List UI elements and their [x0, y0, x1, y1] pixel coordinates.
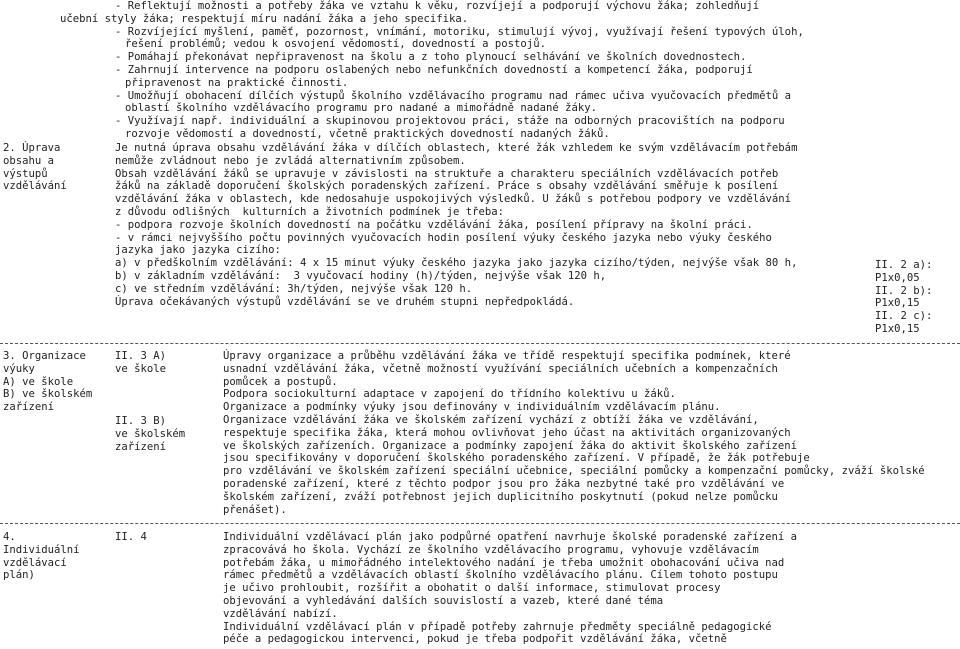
top-list-line: - Využívají např. individuální a skupinovou projektovou práci, stáže na odborných pracovištích na podporu [115, 115, 785, 128]
s2-side-line: II. 2 b): [875, 284, 933, 297]
s4-body-line: objevování a vyhledávání dalších souvislostí a vazeb, které dané téma [223, 595, 664, 607]
s4-label-line: 4. [3, 531, 16, 543]
section-divider [0, 523, 960, 524]
s4-body-line: zpracovává ho škola. Vychází ze školního vzdělávacího programu, vyhovuje vzdělávacím [223, 543, 759, 556]
s3-label-line: výuky [3, 362, 35, 375]
top-list-line: - Reflektují možnosti a potřeby žáka ve vztahu k věku, rozvíjejí a podporují výchovu žáka; zohledňují [115, 0, 760, 12]
s2-body-line: c) ve středním vzdělávání: 3h/týden, nejvýše však 120 h. [115, 282, 473, 295]
top-list-line: řešení problémů; vedou k osvojení vědomostí, dovedností a postojů. [125, 38, 546, 51]
s2-side-line: II. 2 c): [875, 310, 933, 323]
s4-label-line: Individuální [3, 543, 80, 556]
top-list-line: - Umožňují obohacení dílčích výstupů školního vzdělávacího programu nad rámec učiva vyučovacích předmětů a [115, 89, 792, 102]
top-list-line: připravenost na praktické činnosti. [125, 76, 349, 89]
s3-body-line: pro vzdělávání ve školském zařízení speciální učebnice, speciální pomůcky a kompenzační pomůcky, zváží školské [223, 465, 925, 478]
s4-body-line: vzdělávání nabízí. [223, 607, 338, 620]
s3-label-line: B) ve školském [3, 388, 93, 401]
s3-body-line: ve školských zařízeních. Organizace a podmínky zapojení žáka do aktivit školského zařízení [223, 439, 798, 452]
s3-code-b-line: II. 3 B) [115, 415, 167, 427]
s4-body-line: Individuální vzdělávací plán v případě potřeby zahrnuje předměty speciálně pedagogické [223, 620, 772, 633]
s2-label-line: vzdělávání [3, 180, 67, 193]
s3-body-line: poradenské zařízení, které z těchto podpor jsou pro žáka nezbytné také pro vzdělávání ve [223, 478, 785, 490]
s2-body-line: vzdělávání žáka v oblastech, kde nedosahuje uspokojivých výsledků. U žáků s potřebou podpory ve vzdělávání [115, 193, 792, 206]
s4-body-line: je učivo prohloubit, rozšířit a obohatit o další informace, stimulovat procesy [223, 582, 721, 595]
top-list-line: - Pomáhají překonávat nepřipravenost na školu a z toho plynoucí selhávání ve školních dovednostech. [115, 51, 747, 64]
s2-body-line: Úprava očekávaných výstupů vzdělávání se ve druhém stupni nepředpokládá. [115, 295, 575, 308]
s2-body-line: - v rámci nejvyššího počtu povinných vyučovacích hodin posílení výuky českého jazyka nebo výuky českého [115, 231, 772, 244]
s4-label-line: plán) [3, 569, 35, 582]
s4-body-line: Individuální vzdělávací plán jako podpůrné opatření navrhuje školské poradenské zařízení a [223, 531, 798, 543]
s3-body-line: Podpora sociokulturní adaptace v zapojení do třídního kolektivu u žáků. [223, 388, 676, 401]
s2-side-line: P1x0,05 [875, 271, 920, 284]
s4-code-line: II. 4 [115, 531, 147, 543]
s2-body-line: jazyka jako jazyka cizího: [115, 244, 281, 257]
s3-body-line: respektuje specifika žáka, která mohou ovlivňovat jeho účast na aktivitách organizovaných [223, 426, 791, 439]
s3-body-line: školském zařízení, zváží potřebnost jejich duplicitního poskytnutí (pokud nelze pomůcku [223, 490, 778, 503]
s2-body-line: z důvodu odlišných kulturních a životních podmínek je třeba: [115, 206, 505, 218]
section-divider [0, 343, 960, 344]
s3-body-line: usnadní vzdělávání žáka, včetně možností využívání speciálních učebních a kompenzačních [223, 362, 778, 375]
s3-code-b-line: zařízení [115, 440, 167, 453]
s3-label-line: A) ve škole [3, 375, 74, 388]
s3-code-a-line: ve škole [115, 362, 167, 375]
s3-body-line: Organizace a podmínky výuky jsou definovány v individuálním vzdělávacím plánu. [223, 401, 721, 414]
s3-body-line: Organizace vzdělávání žáka ve školském zařízení vychází z obtíží žáka ve vzdělávání, [223, 414, 759, 426]
s3-code-b-line: ve školském [115, 427, 186, 440]
s3-body-line: Úpravy organizace a průběhu vzdělávání žáka ve třídě respektují specifika podmínek, které [223, 350, 791, 362]
s4-body-line: potřebám žáka, u mimořádného intelektového nadání je třeba umožnit obohacování učiva nad [223, 556, 785, 569]
top-list-line: oblastí školního vzdělávacího programu pro nadané a mimořádně nadané žáky. [125, 102, 597, 115]
top-list-line: - Zahrnují intervence na podporu oslabených nebo nefunkčních dovedností a kompetencí žáka, podporují [115, 64, 753, 76]
top-list-line: rozvoje vědomostí a dovedností, včetně praktických dovedností nadaných žáků. [125, 128, 610, 140]
s3-label-line: zařízení [3, 401, 55, 414]
s4-body-line: rámec předmětů a vzdělávacích oblastí školního vzdělávacího plánu. Cílem tohoto postupu [223, 569, 778, 582]
s2-body-line: - podpora rozvoje školních dovedností na počátku vzdělávání žáka, posílení přípravy na školní práci. [115, 218, 753, 231]
s3-label-line: 3. Organizace [3, 350, 86, 362]
s4-label-line: vzdělávací [3, 556, 67, 569]
s2-body-line: nemůže zvládnout nebo je zvládá alternativním způsobem. [115, 154, 466, 167]
s2-body-line: Obsah vzdělávání žáků se upravuje v závislosti na struktuře a charakteru speciálních vzdělávacích potřeb [115, 167, 779, 180]
s3-code-a-line: II. 3 A) [115, 350, 167, 362]
s2-label-line: obsahu a [3, 154, 55, 167]
s2-body-line: b) v základním vzdělávání: 3 vyučovací hodiny (h)/týden, nejvýše však 120 h, [115, 270, 607, 282]
top-list-line: učební styly žáka; respektují míru nadání žáka a jeho specifika. [60, 12, 469, 25]
s3-body-line: jsou specifikovány v doporučení školského poradenského zařízení. V případě, že žák potřebuje [223, 452, 810, 465]
s3-body-line: přenášet). [223, 503, 287, 516]
s2-side-line: II. 2 a): [875, 259, 933, 271]
s2-side-line: P1x0,15 [875, 323, 920, 335]
s2-body-line: žáků na základě doporučení školských poradenských zařízení. Práce s obsahy vzdělávání směřuje k posílení [115, 180, 779, 193]
s3-body-line: pomůcek a postupů. [223, 375, 338, 388]
s2-side-line: P1x0,15 [875, 297, 920, 310]
s2-label-line: 2. Úprava [3, 142, 61, 154]
s4-body-line: péče a pedagogickou intervenci, pokud je třeba podpořit vzdělávání žáka, včetně [223, 633, 727, 646]
s2-body-line: Je nutná úprava obsahu vzdělávání žáka v dílčích oblastech, které žák vzhledem ke svým vzdělávacím potřebám [115, 142, 798, 154]
s2-label-line: výstupů [3, 167, 48, 180]
s2-body-line: a) v předškolním vzdělávání: 4 x 15 minut výuky českého jazyka jako jazyka cizího/týden, nejvýše však 80 h, [115, 257, 798, 270]
top-list-line: - Rozvíjející myšlení, paměť, pozornost, vnímání, motoriku, stimulují vývoj, využívají řešení typových úloh, [115, 25, 804, 38]
